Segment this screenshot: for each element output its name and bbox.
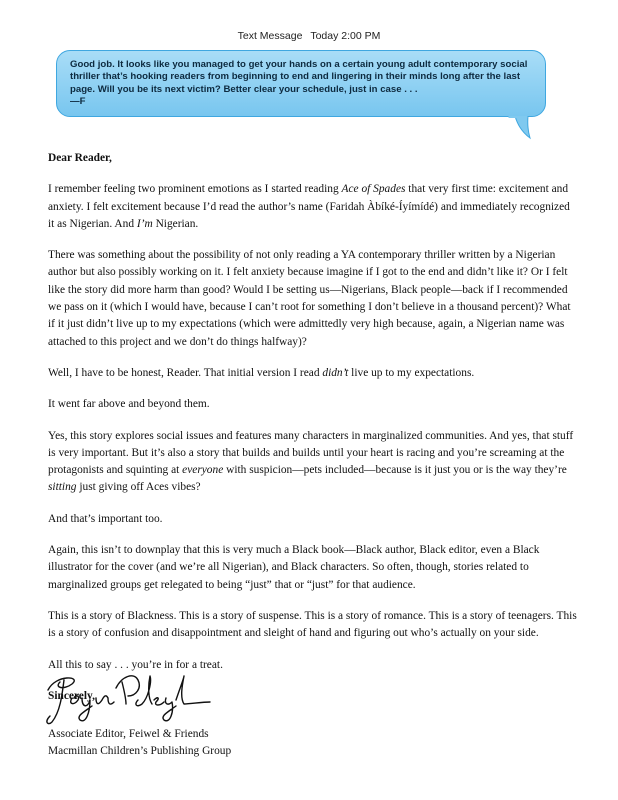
paragraph-3: Well, I have to be honest, Reader. That initial version I read didn’t live up to my expectations. — [48, 366, 475, 379]
signer-title: Associate Editor, Feiwel & Friends — [48, 728, 209, 740]
paragraph-4: It went far above and beyond them. — [48, 398, 210, 411]
bubble-text — [70, 59, 535, 109]
letter-body — [48, 150, 578, 707]
message-bubble — [56, 50, 546, 140]
paragraph-8: This is a story of Blackness. This is a story of suspense. This is a story of romance. This is a story of teenagers. This is a story of confusion and disappointment and sleight of hand and figuring out who’s actually on your side. — [48, 609, 577, 640]
paragraph-5: Yes, this story explores social issues and features many characters in marginalized communities. And yes, that stuff is very important. But it’s also a story that builds and builds until your heart is racing and you’re screaming at the protagonists and squinting at everyone with suspicion—pets included—because is it just you or is the way they’re sitting just giving off Aces vibes? — [48, 429, 574, 494]
signature-image — [42, 668, 212, 728]
closing: Sincerely, — [48, 689, 95, 702]
message-label: Text Message — [237, 30, 303, 42]
paragraph-6: And that’s important too. — [48, 512, 163, 525]
paragraph-9: All this to say . . . you’re in for a treat. — [48, 658, 223, 671]
bubble-message: Good job. It looks like you managed to get your hands on a certain young adult contemporary social thriller that’s hooking readers from beginning to end and lingering in their minds long after the last page. Will you be its next victim? Better clear your schedule, just in case . . . — [70, 59, 528, 95]
bubble-sender: —F — [70, 96, 86, 108]
paragraph-1: I remember feeling two prominent emotions as I started reading Ace of Spades that very first time: excitement and anxiety. I felt excitement because I’d read the author’s name (Faridah Àbíké-Íyímídé) and immediately recognized it as Nigerian. And I’m Nigerian. — [48, 183, 570, 230]
salutation: Dear Reader, — [48, 152, 112, 164]
message-time: Today 2:00 PM — [310, 30, 381, 42]
bubble-tail — [507, 116, 533, 140]
book-title: Ace of Spades — [341, 183, 406, 196]
paragraph-7: Again, this isn’t to downplay that this is very much a Black book—Black author, Black editor, even a Black illustrator for the cover (and we’re all Nigerian), and Black characters. So often, though, stories related to marginalized groups get relegated to being “just” that or “just” for that audience. — [48, 544, 540, 591]
signer-company: Macmillan Children’s Publishing Group — [48, 745, 232, 757]
paragraph-2: There was something about the possibility of not only reading a YA contemporary thriller written by a Nigerian author but also possibly working on it. I felt anxiety because imagine if I got to the end and didn’t like it? Or I felt like the story did more harm than good? Would I be setting us—Nigerians, Black people—back if I recommended we pass on it (which I would have, because I can’t root for something I don’t believe in a thousand percent)? What if it just didn’t live up to my expectations (which were admittedly very high because, again, a Nigerian name was attached to this project and we don’t do things halfway)? — [48, 249, 571, 348]
message-header — [0, 30, 618, 42]
signature-block — [48, 726, 231, 760]
